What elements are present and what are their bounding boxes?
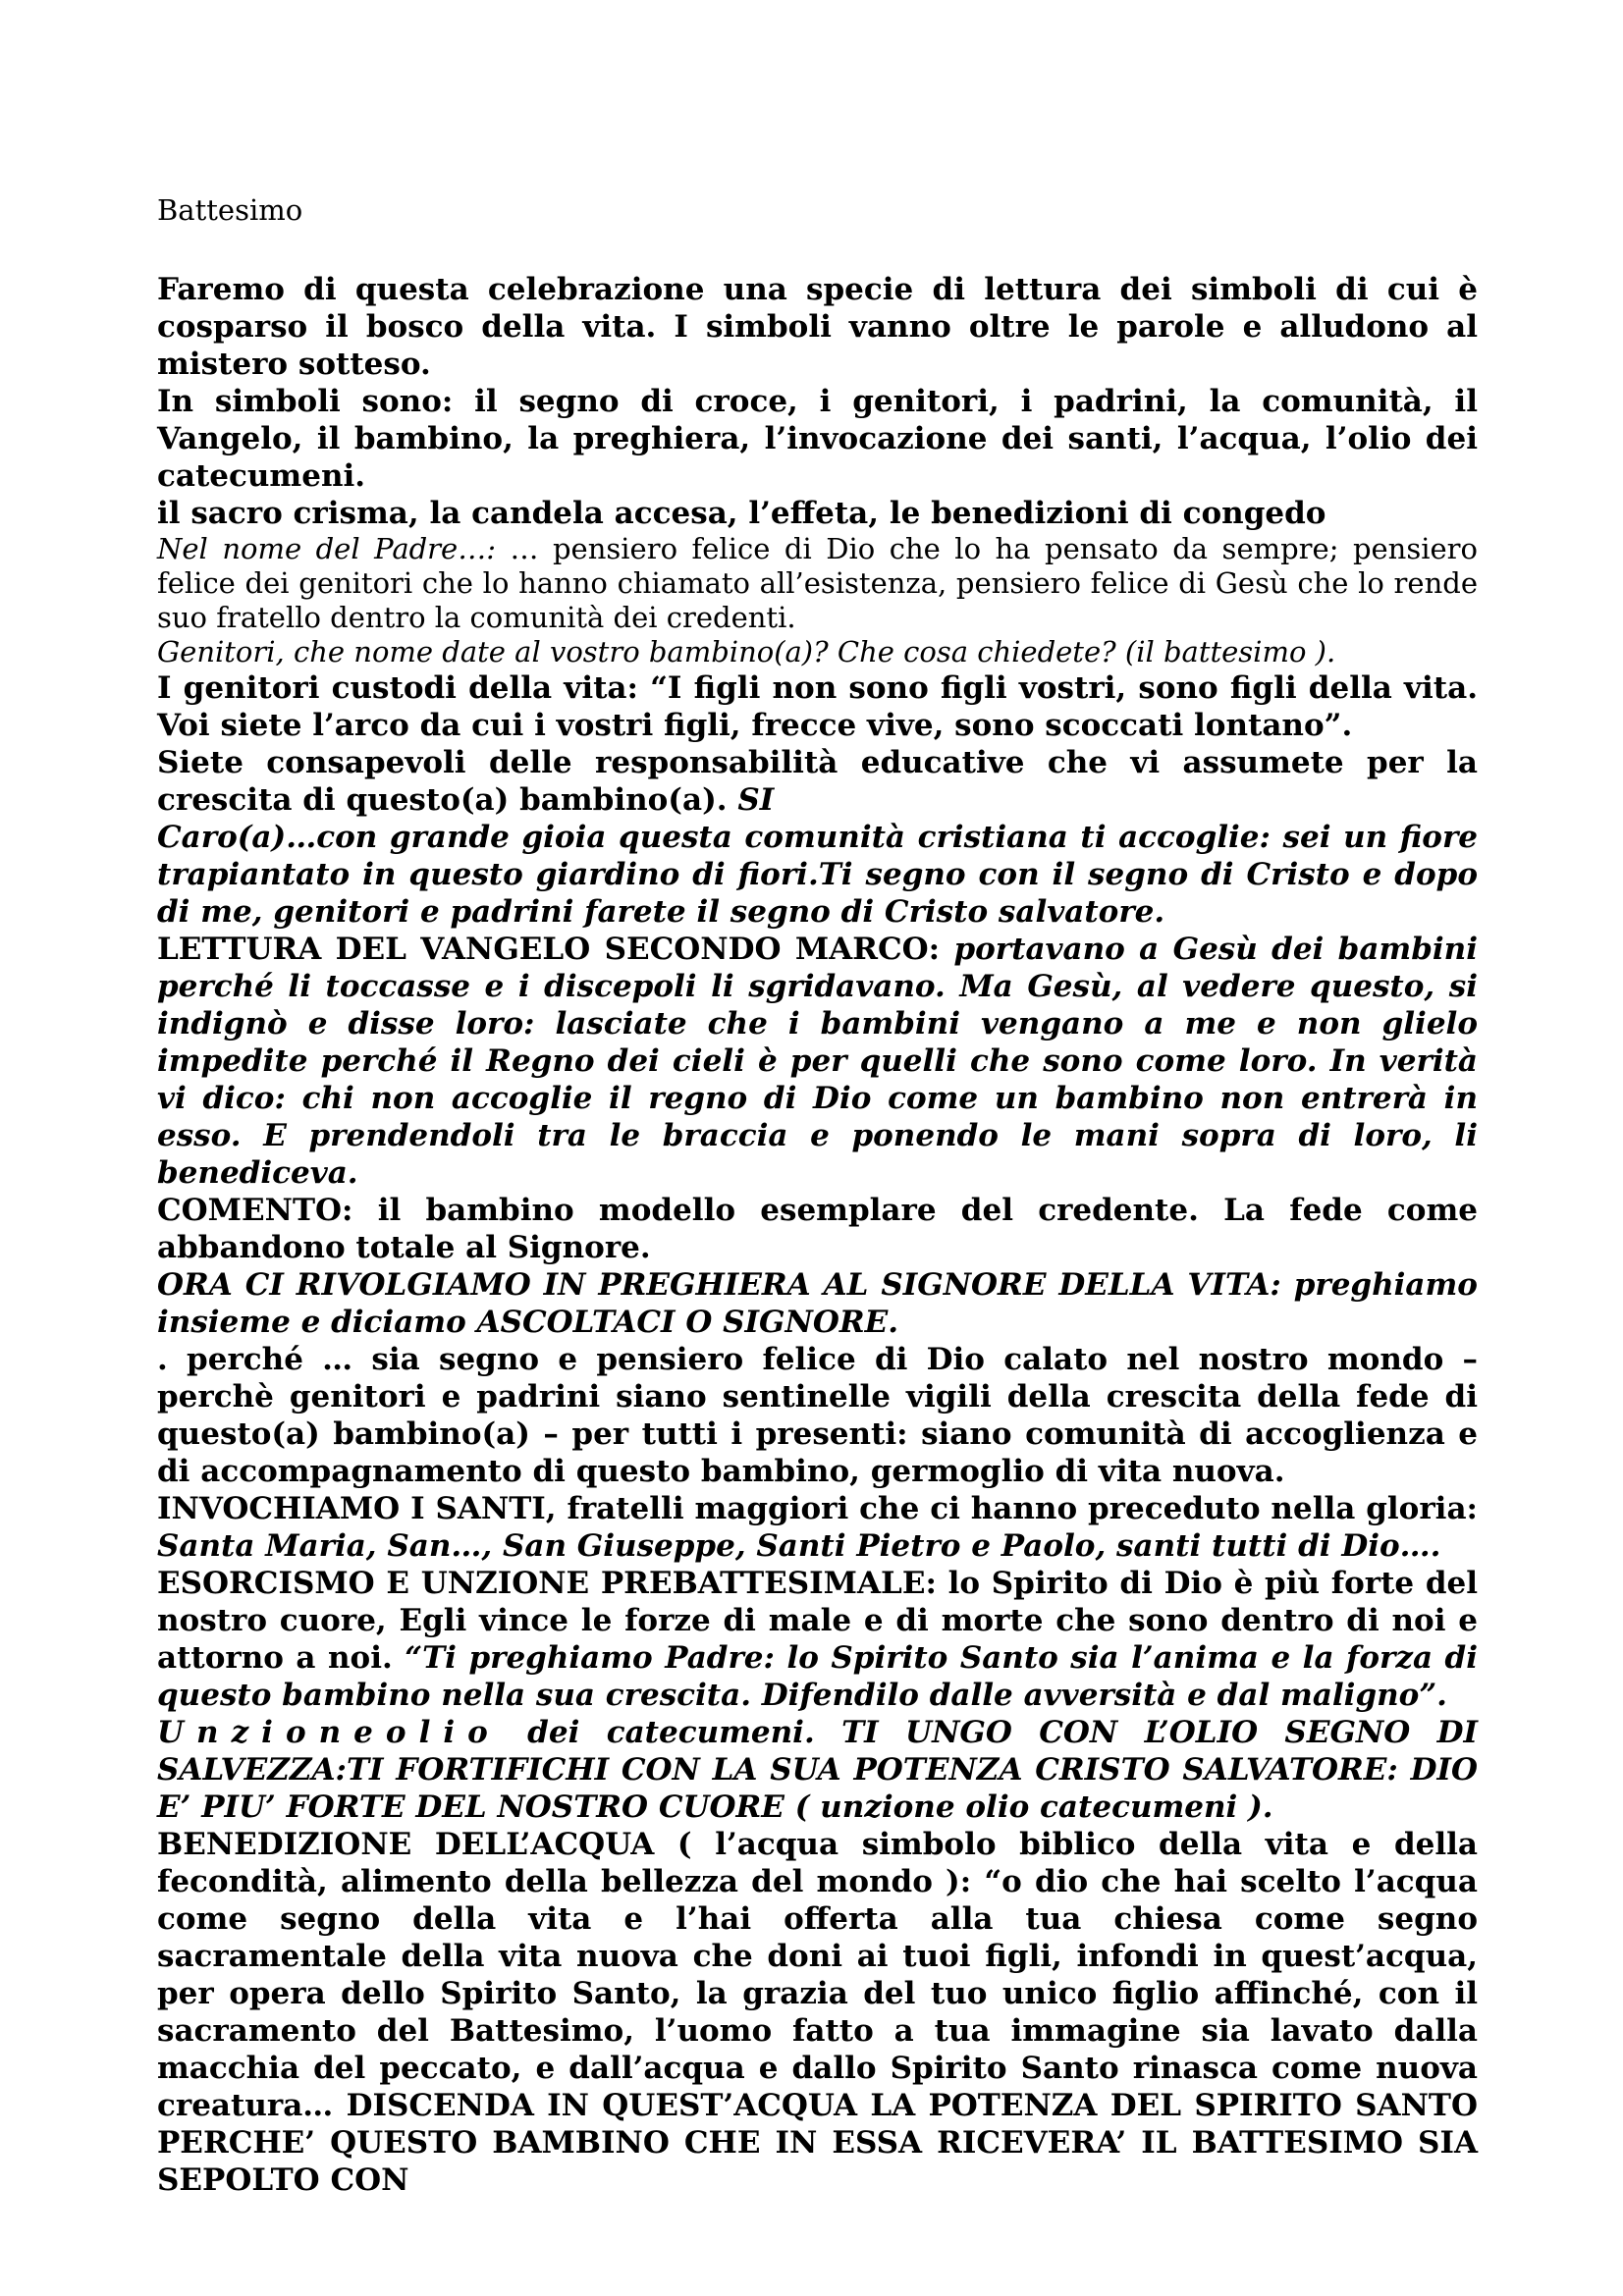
esorcismo-text: ESORCISMO E UNZIONE PREBATTESIMALE: lo Spirito di Dio è più forte del nostro cuore, Egli vince le forze di male e di morte che sono dentro di noi e attorno a noi.	[157, 1566, 1478, 1676]
paragraph-symbols: In simboli sono: il segno di croce, i genitori, i padrini, la comunità, il Vangelo, il bambino, la preghiera, l’invocazione dei santi, l’acqua, l’olio dei catecumeni.	[157, 384, 1478, 494]
paragraph-unzione	[157, 1714, 1478, 1826]
esorcismo-prayer: “Ti preghiamo Padre: lo Spirito Santo sia l’anima e la forza di questo bambino nella sua crescita. Difendilo dalle avversità e dal maligno”.	[157, 1640, 1478, 1713]
paragraph-benedizione-acqua: BENEDIZIONE DELL’ACQUA ( l’acqua simbolo biblico della vita e della fecondità, alimento della bellezza del mondo ): “o dio che hai scelto l’acqua come segno della vita e l’hai offerta alla tua chiesa come segno sacramentale della vita nuova che doni ai tuoi figli, infondi in quest’acqua, per opera dello Spirito Santo, la grazia del tuo unico figlio affinché, con il sacramento del Battesimo, l’uomo fatto a tua immagine sia lavato dalla macchia del peccato, e dall’acqua e dallo Spirito Santo rinasca come nuova creatura… DISCENDA IN QUEST’ACQUA LA POTENZA DEL SPIRITO SANTO PERCHE’ QUESTO BAMBINO CHE IN ESSA RICEVERA’ IL BATTESIMO SIA SEPOLTO CON	[157, 1827, 1478, 2198]
paragraph-symbols-continued: il sacro crisma, la candela accesa, l’effeta, le benedizioni di congedo	[157, 496, 1326, 531]
santi-litany: Santa Maria, San…, San Giuseppe, Santi Pietro e Paolo, santi tutti di Dio….	[157, 1528, 1441, 1564]
paragraph-esorcismo	[157, 1565, 1478, 1714]
paragraph-caro: Caro(a)…con grande gioia questa comunità cristiana ti accoglie: sei un fiore trapiantato in questo giardino di fiori.Ti segno con il segno di Cristo e dopo di me, genitori e padrini farete il segno di Cristo salvatore.	[157, 820, 1478, 930]
paragraph-intro: Faremo di questa celebrazione una specie di lettura dei simboli di cui è cosparso il bosco della vita. I simboli vanno oltre le parole e alludono al mistero sotteso.	[157, 272, 1478, 382]
paragraph-santi	[157, 1490, 1478, 1565]
paragraph-lettura-vangelo	[157, 931, 1478, 1192]
nome-del-padre-text: … pensiero felice di Dio che lo ha pensato da sempre; pensiero felice dei genitori che lo hanno chiamato all’esistenza, pensiero felice di Gesù che lo rende suo fratello dentro la comunità dei credenti.	[157, 532, 1479, 634]
paragraph-preghiera: ORA CI RIVOLGIAMO IN PREGHIERA AL SIGNORE DELLA VITA: preghiamo insieme e diciamo ASCOLTACI O SIGNORE.	[157, 1267, 1478, 1340]
lettura-text: portavano a Gesù dei bambini perché li toccasse e i discepoli li sgridavano. Ma Gesù, al vedere questo, si indignò e disse loro: lasciate che i bambini vengano a me e non glielo impedite perché il Regno dei cieli è per quelli che sono come loro. In verità vi dico: chi non accoglie il regno di Dio come un bambino non entrerà in esso. E prendendoli tra le braccia e ponendo le mani sopra di loro, li benediceva.	[157, 932, 1478, 1191]
document-page	[157, 192, 1478, 2199]
nome-del-padre-label: Nel nome del Padre…:	[157, 532, 496, 565]
paragraph-genitori-custodi: I genitori custodi della vita: “I figli non sono figli vostri, sono figli della vita. Voi siete l’arco da cui i vostri figli, frecce vive, sono scoccati lontano”.	[157, 670, 1478, 743]
paragraph-consapevoli	[157, 744, 1478, 819]
paragraph-nome-del-padre	[157, 532, 1478, 635]
santi-heading: INVOCHIAMO I SANTI, fratelli maggiori che ci hanno preceduto nella gloria:	[157, 1491, 1478, 1526]
paragraph-genitori-question: Genitori, che nome date al vostro bambino(a)? Che cosa chiedete? (il battesimo ).	[157, 635, 1336, 668]
document-title: Battesimo	[157, 193, 303, 227]
paragraph-comento: COMENTO: il bambino modello esemplare del credente. La fede come abbandono totale al Signore.	[157, 1193, 1478, 1265]
paragraph-intercessions: . perché … sia segno e pensiero felice di Dio calato nel nostro mondo – perchè genitori e padrini siano sentinelle vigili della crescita della fede di questo(a) bambino(a) – per tutti i presenti: siano comunità di accoglienza e di accompagnamento di questo bambino, germoglio di vita nuova.	[157, 1342, 1478, 1489]
lettura-heading: LETTURA DEL VANGELO SECONDO MARCO:	[157, 932, 954, 967]
consapevoli-text: Siete consapevoli delle responsabilità educative che vi assumete per la crescita di questo(a) bambino(a).	[157, 745, 1478, 818]
unzione-text: dei catecumeni. TI UNGO CON L’OLIO SEGNO DI SALVEZZA:TI FORTIFICHI CON LA SUA POTENZA CRISTO SALVATORE: DIO E’ PIU’ FORTE DEL NOSTRO CUORE ( unzione olio catecumeni ).	[157, 1715, 1478, 1825]
unzione-spaced-text: Unzioneolio	[157, 1715, 501, 1750]
consapevoli-answer: SI	[737, 782, 775, 818]
